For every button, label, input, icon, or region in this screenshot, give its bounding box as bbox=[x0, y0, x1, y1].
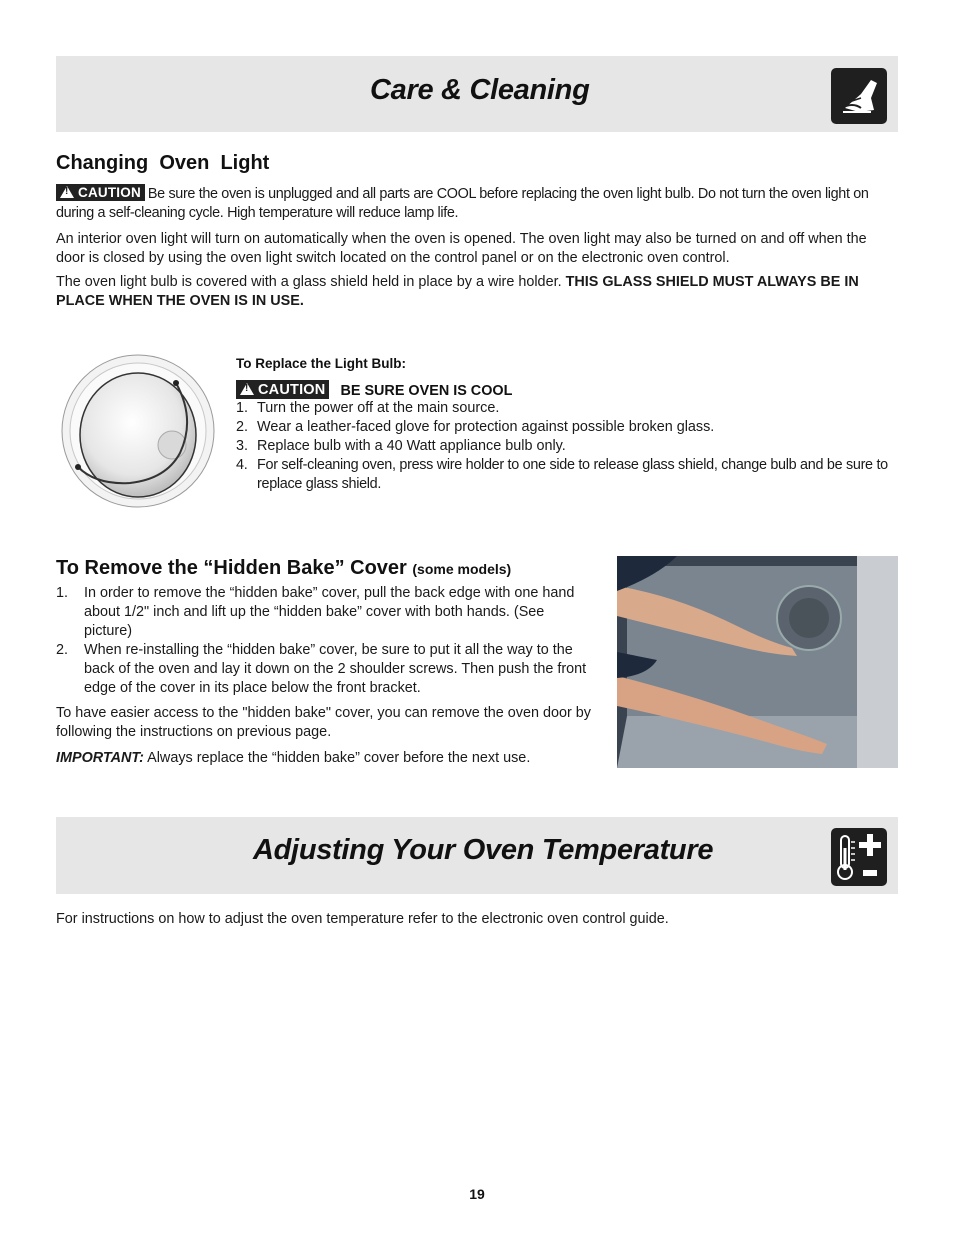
hidden-bake-photo bbox=[617, 556, 898, 768]
caution-text: Be sure the oven is unplugged and all parts are COOL before replacing the oven light bulb. Do not turn the oven light on during a self-cleaning cycle. High temperature will reduce lamp life. bbox=[56, 186, 869, 221]
step-number: 4. bbox=[236, 457, 248, 473]
hidden-bake-title: To Remove the “Hidden Bake” Cover bbox=[56, 557, 407, 579]
care-cleaning-header bbox=[56, 56, 898, 132]
glass-shield-text: The oven light bulb is covered with a glass shield held in place by a wire holder. bbox=[56, 274, 566, 290]
glass-shield-warning: THIS GLASS SHIELD MUST ALWAYS BE IN PLACE WHEN THE OVEN IS IN USE. bbox=[56, 274, 859, 309]
oven-temperature-text: For instructions on how to adjust the oven temperature refer to the electronic oven control guide. bbox=[56, 911, 669, 927]
important-note bbox=[56, 749, 596, 768]
step-text: Replace bulb with a 40 Watt appliance bulb only. bbox=[257, 438, 566, 454]
hidden-bake-heading bbox=[56, 557, 511, 580]
hidden-bake-steps bbox=[56, 584, 596, 698]
important-text: Always replace the “hidden bake” cover before the next use. bbox=[143, 750, 531, 766]
oven-light-description: An interior oven light will turn on automatically when the oven is opened. The oven light may also be turned on and off when the door is closed by using the oven light switch located on the control panel or on the electronic oven control. bbox=[56, 231, 867, 266]
list-item bbox=[236, 418, 900, 437]
page-number: 19 bbox=[469, 1186, 485, 1202]
section-title: Adjusting Your Oven Temperature bbox=[253, 834, 714, 866]
list-item bbox=[236, 437, 900, 456]
replace-bulb-steps bbox=[236, 399, 900, 494]
caution-badge bbox=[56, 184, 145, 201]
caution-badge bbox=[236, 380, 329, 399]
section-title: Care & Cleaning bbox=[370, 74, 590, 106]
step-text: Turn the power off at the main source. bbox=[257, 400, 500, 416]
caution-paragraph bbox=[56, 184, 898, 223]
warning-triangle-icon bbox=[240, 383, 254, 395]
step-text: When re-installing the “hidden bake” cover, be sure to put it all the way to the back of the oven and lay it down on the 2 shoulder screws. Then push the front edge of the cover in its place below the front bracket. bbox=[84, 642, 587, 696]
list-item bbox=[56, 584, 596, 641]
list-item bbox=[236, 456, 900, 494]
replace-bulb-caution bbox=[236, 380, 512, 401]
warning-triangle-icon bbox=[60, 186, 74, 198]
thermometer-plus-minus-icon bbox=[831, 828, 887, 886]
caution-label: CAUTION bbox=[78, 185, 141, 200]
step-number: 1. bbox=[56, 585, 69, 601]
step-number: 3. bbox=[236, 438, 249, 454]
replace-bulb-heading: To Replace the Light Bulb: bbox=[236, 356, 406, 371]
oven-temperature-header bbox=[56, 817, 898, 894]
list-item bbox=[56, 641, 596, 698]
step-text: For self-cleaning oven, press wire holder to one side to release glass shield, change bulb and be sure to replace glass shield. bbox=[257, 457, 888, 492]
list-item bbox=[236, 399, 900, 418]
changing-oven-light-heading: Changing Oven Light bbox=[56, 152, 270, 174]
caution-text: BE SURE OVEN IS COOL bbox=[340, 383, 513, 399]
caution-label: CAUTION bbox=[258, 382, 326, 398]
glass-shield-paragraph bbox=[56, 273, 898, 311]
important-label: IMPORTANT: bbox=[56, 750, 144, 766]
cleaning-glove-icon bbox=[831, 68, 887, 124]
step-text: In order to remove the “hidden bake” cover, pull the back edge with one hand about 1/2" inch and lift up the “hidden bake” cover with both hands. (See picture) bbox=[84, 585, 575, 639]
step-number: 1. bbox=[236, 400, 249, 416]
step-number: 2. bbox=[56, 642, 69, 658]
oven-door-tip: To have easier access to the "hidden bake" cover, you can remove the oven door by following the instructions on previous page. bbox=[56, 705, 591, 740]
step-number: 2. bbox=[236, 419, 249, 435]
hidden-bake-suffix: (some models) bbox=[412, 561, 512, 577]
light-bulb-diagram bbox=[56, 349, 216, 509]
step-text: Wear a leather-faced glove for protection against possible broken glass. bbox=[257, 419, 715, 435]
